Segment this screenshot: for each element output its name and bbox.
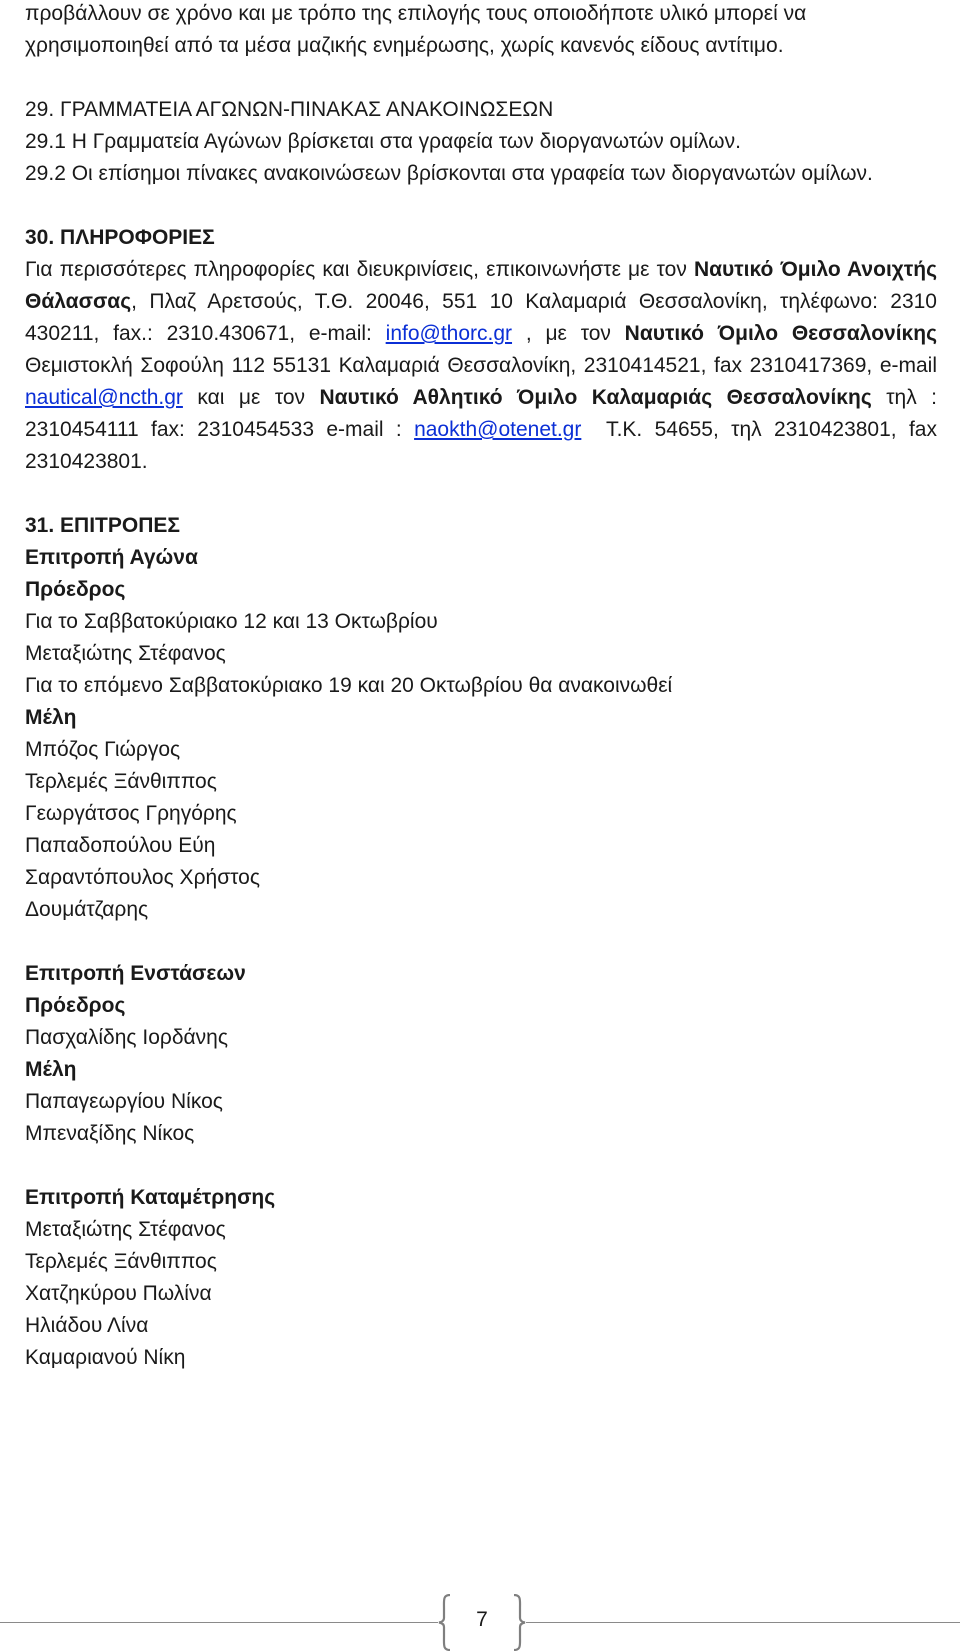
- race-member: Σαραντόπουλος Χρήστος: [25, 866, 260, 889]
- section-31-heading: 31. ΕΠΙΤΡΟΠΕΣ: [25, 514, 180, 537]
- race-committee-members-label: Μέλη: [25, 706, 77, 729]
- section-29-heading: 29. ΓΡΑΜΜΑΤΕΙΑ ΑΓΩΝΩΝ-ΠΙΝΑΚΑΣ ΑΝΑΚΟΙΝΩΣΕΩΝ: [25, 98, 554, 121]
- page-number: 7: [476, 1608, 488, 1631]
- measurement-member: Ηλιάδου Λίνα: [25, 1314, 149, 1337]
- race-member: Γεωργάτσος Γρηγόρης: [25, 802, 237, 825]
- measurement-member: Μεταξιώτης Στέφανος: [25, 1218, 226, 1241]
- spacer: [25, 190, 937, 222]
- email-link-naokth[interactable]: naokth@otenet.gr: [414, 418, 582, 441]
- info-text-7: Τ.Κ. 54655, τηλ 2310423801, fax 2310423801.: [25, 418, 943, 473]
- spacer: [25, 62, 937, 94]
- footer-rule-left: [0, 1622, 438, 1623]
- race-member: Τερλεμές Ξάνθιππος: [25, 770, 217, 793]
- protest-committee-chair-label: Πρόεδρος: [25, 994, 126, 1017]
- section-30-body: [25, 254, 943, 478]
- email-link-ncth[interactable]: nautical@ncth.gr: [25, 386, 183, 409]
- info-text-3: , με τον: [512, 322, 625, 345]
- measurement-member: Τερλεμές Ξάνθιππος: [25, 1250, 217, 1273]
- race-committee-line-3: Για το επόμενο Σαββατοκύριακο 19 και 20 Οκτωβρίου θα ανακοινωθεί: [25, 674, 673, 697]
- measurement-member: Καμαριανού Νίκη: [25, 1346, 186, 1369]
- race-committee-chair-label: Πρόεδρος: [25, 578, 126, 601]
- section-29-1: 29.1 Η Γραμματεία Αγώνων βρίσκεται στα γραφεία των διοργανωτών ομίλων.: [25, 130, 741, 153]
- measurement-committee-title: Επιτροπή Καταμέτρησης: [25, 1186, 276, 1209]
- right-brace-icon: [512, 1594, 526, 1651]
- info-text-2: , Πλαζ Αρετσούς, Τ.Θ. 20046, 551 10 Καλαμαριά Θεσσαλονίκη, τηλέφωνο: 2310 430211, fax.: 2310.430671, e-mail:: [25, 290, 937, 345]
- spacer: [25, 478, 937, 510]
- measurement-member: Χατζηκύρου Πωλίνα: [25, 1282, 212, 1305]
- intro-line-2: χρησιμοποιηθεί από τα μέσα μαζικής ενημέρωσης, χωρίς κανενός είδους αντίτιμο.: [25, 34, 784, 57]
- left-brace-icon: [438, 1594, 452, 1651]
- section-29-2: 29.2 Οι επίσημοι πίνακες ανακοινώσεων βρίσκονται στα γραφεία των διοργανωτών ομίλων.: [25, 162, 873, 185]
- club-name-naokth: Ναυτικό Αθλητικό Όμιλο Καλαμαριάς Θεσσαλονίκης: [319, 386, 872, 409]
- email-link-thorc[interactable]: info@thorc.gr: [385, 322, 513, 345]
- race-member: Δουμάτζαρης: [25, 898, 149, 921]
- protest-member: Μπεναξίδης Νίκος: [25, 1122, 195, 1145]
- race-committee-title: Επιτροπή Αγώνα: [25, 546, 198, 569]
- race-committee-line-1: Για το Σαββατοκύριακο 12 και 13 Οκτωβρίου: [25, 610, 438, 633]
- race-committee-line-2: Μεταξιώτης Στέφανος: [25, 642, 226, 665]
- info-text-5: και με τον: [182, 386, 320, 409]
- intro-line-1: προβάλλουν σε χρόνο και με τρόπο της επιλογής τους οποιοδήποτε υλικό μπορεί να: [25, 2, 807, 25]
- spacer: [25, 926, 937, 958]
- spacer: [25, 1150, 937, 1182]
- protest-committee-chair: Πασχαλίδης Ιορδάνης: [25, 1026, 228, 1049]
- document-page: [25, 0, 943, 1374]
- protest-committee-members-label: Μέλη: [25, 1058, 77, 1081]
- race-member: Παπαδοπούλου Εύη: [25, 834, 216, 857]
- footer-rule-right: [526, 1622, 960, 1623]
- info-text-1: Για περισσότερες πληροφορίες και διευκρινίσεις, επικοινωνήστε με τον: [25, 258, 694, 281]
- info-text-6: τηλ : 2310454111 fax: 2310454533 e-mail :: [25, 386, 938, 441]
- section-30-heading: 30. ΠΛΗΡΟΦΟΡΙΕΣ: [25, 226, 215, 249]
- protest-member: Παπαγεωργίου Νίκος: [25, 1090, 223, 1113]
- protest-committee-title: Επιτροπή Ενστάσεων: [25, 962, 246, 985]
- club-name-ncth: Ναυτικό Όμιλο Θεσσαλονίκης: [624, 322, 937, 345]
- page-footer: [0, 1594, 960, 1651]
- info-text-4: Θεμιστοκλή Σοφούλη 112 55131 Καλαμαριά Θεσσαλονίκη, 2310414521, fax 2310417369, e-mail: [25, 354, 937, 377]
- club-name-thorc: Ναυτικό Όμιλο Ανοιχτής Θάλασσας: [25, 258, 937, 313]
- race-member: Μπόζος Γιώργος: [25, 738, 181, 761]
